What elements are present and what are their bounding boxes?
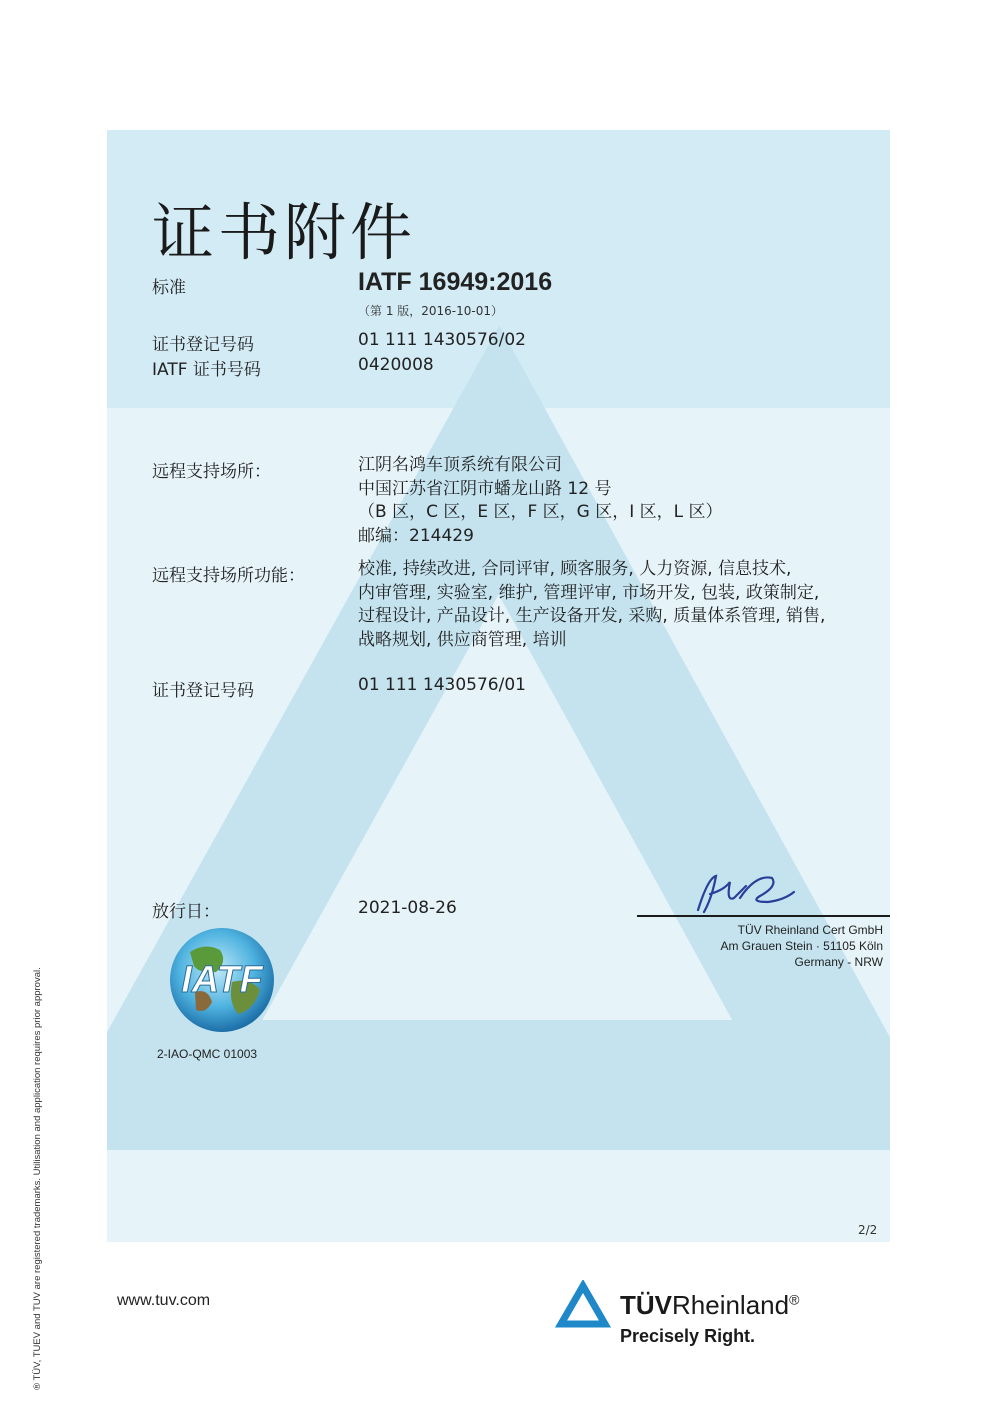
- related-registration-label: 证书登记号码: [152, 681, 254, 701]
- remote-site-label: 远程支持场所：: [152, 462, 271, 482]
- standard-edition: （第 1 版，2016-10-01）: [358, 304, 504, 318]
- brand-registered: ®: [789, 1291, 800, 1308]
- cert-registration-value: 01 111 1430576/02: [358, 330, 526, 350]
- related-registration-value: 01 111 1430576/01: [358, 675, 526, 695]
- issue-date-value: 2021-08-26: [358, 898, 457, 918]
- page-number: 2/2: [858, 1223, 878, 1237]
- standard-label: 标准: [152, 278, 186, 298]
- function-line: 过程设计, 产品设计, 生产设备开发, 采购, 质量体系管理, 销售,: [358, 606, 826, 626]
- issuer-address: [720, 922, 883, 970]
- address-line: 江阴名鸿车顶系统有限公司: [358, 455, 562, 475]
- iatf-globe-logo: [150, 922, 290, 1042]
- brand-tagline: Precisely Right.: [620, 1326, 756, 1346]
- brand-bold: TÜV: [620, 1290, 672, 1320]
- iatf-cert-label: IATF 证书号码: [152, 360, 261, 380]
- remote-functions-list: [358, 558, 825, 652]
- standard-value: IATF 16949:2016: [358, 268, 553, 296]
- issue-date-label: 放行日：: [152, 902, 220, 922]
- signature: [690, 868, 800, 918]
- address-line: 邮编：214429: [358, 525, 474, 546]
- issuer-line: Germany - NRW: [794, 955, 883, 969]
- page-title: 证书附件: [152, 196, 417, 269]
- brand-name: [620, 1290, 799, 1321]
- address-line: 中国江苏省江阴市蟠龙山路 12 号: [358, 478, 612, 499]
- brand-rest: Rheinland: [672, 1290, 790, 1320]
- signature-line: [637, 915, 890, 917]
- iatf-code: 2-IAO-QMC 01003: [157, 1047, 258, 1061]
- address-line: （B 区，C 区，E 区，F 区，G 区，I 区，L 区）: [358, 502, 723, 522]
- iatf-cert-value: 0420008: [358, 355, 434, 375]
- trademark-note: ® TÜV, TUEV and TUV are registered trademarks. Utilisation and application requires prior approval.: [32, 967, 43, 1390]
- iatf-logo-text: IATF: [181, 959, 263, 1001]
- function-line: 战略规划, 供应商管理, 培训: [358, 629, 567, 650]
- tuv-triangle-icon: [555, 1280, 611, 1330]
- website-link[interactable]: www.tuv.com: [117, 1292, 211, 1309]
- issuer-line: Am Grauen Stein · 51105 Köln: [720, 939, 883, 953]
- function-line: 内审管理, 实验室, 维护, 管理评审, 市场开发, 包装, 政策制定,: [358, 582, 820, 603]
- issuer-line: TÜV Rheinland Cert GmbH: [737, 923, 883, 937]
- remote-site-address: [358, 454, 723, 548]
- remote-functions-label: 远程支持场所功能：: [152, 566, 305, 586]
- function-line: 校准, 持续改进, 合同评审, 顾客服务, 人力资源, 信息技术,: [358, 559, 792, 579]
- cert-registration-label: 证书登记号码: [152, 335, 254, 355]
